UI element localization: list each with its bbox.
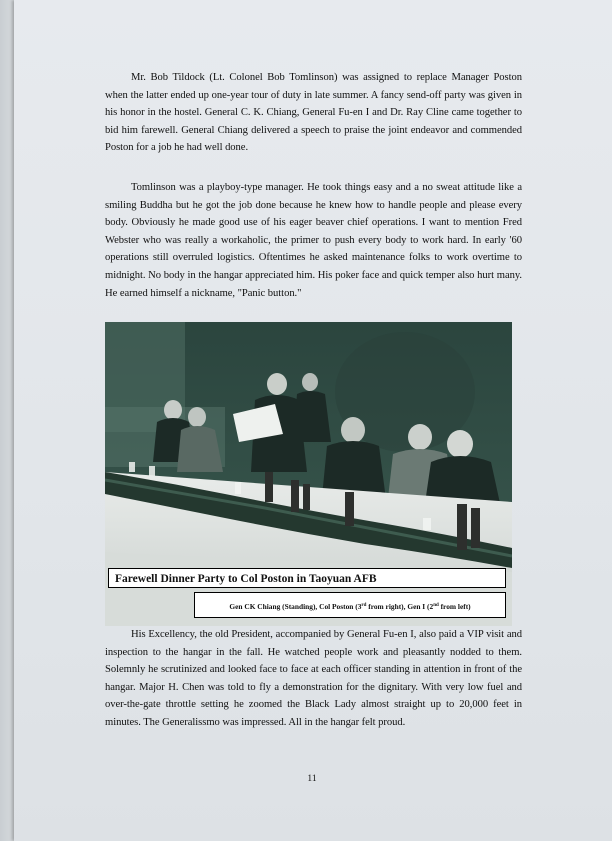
caption-part-a: Gen CK Chiang (Standing), Col Poston (3	[229, 602, 362, 611]
photo-caption-title: Farewell Dinner Party to Col Poston in Taoyuan AFB	[108, 568, 506, 588]
caption-part-b: from right), Gen I (2	[366, 602, 434, 611]
page-number: 11	[307, 774, 317, 784]
paragraph-3: His Excellency, the old President, accompanied by General Fu-en I, also paid a VIP visit and inspection to the hangar in the fall. He watched people work and pleasantly nodded to them. Solemnly he scrutinized and looked face to face at each officer standing in attention in front of the hangar. Major H. Chen was told to fly a demonstration for the dignitary. With very low fuel and over-the-gate throttle setting he zoomed the Black Lady almost straight up to 20,000 feet in minutes. The Generalissmo was impressed. All in the hangar felt proud.	[105, 629, 522, 728]
scan-left-edge	[0, 0, 14, 841]
paragraph-2: Tomlinson was a playboy-type manager. He took things easy and a no sweat attitude like a smiling Buddha but he got the job done because he knew how to handle people and please every body. Obviously he made good use of his eager beaver chief operations. I want to mention Fred Webster who was really a workaholic, the primer to push every body to work hard. In early '60 operations still overruled logistics. Oftentimes he asked maintenance folks to work overtime to midnight. No body in the hangar appreciated him. His poker face and quick temper also hurt many. He earned himself a nickname, "Panic button."	[105, 182, 522, 299]
photo-caption-subtitle	[194, 592, 506, 618]
caption-superscript-rd: rd	[361, 603, 367, 608]
caption-part-c: from left)	[438, 602, 471, 611]
caption-superscript-nd: nd	[433, 603, 439, 608]
paragraph-1: Mr. Bob Tildock (Lt. Colonel Bob Tomlinson) was assigned to replace Manager Poston when the latter ended up one-year tour of duty in late summer. A fancy send-off party was given in his honor in the hostel. General C. K. Chiang, General Fu-en I and Dr. Ray Cline came together to bid him farewell. General Chiang delivered a speech to praise the joint endeavor and commended Poston for a job he had well done.	[105, 72, 522, 154]
